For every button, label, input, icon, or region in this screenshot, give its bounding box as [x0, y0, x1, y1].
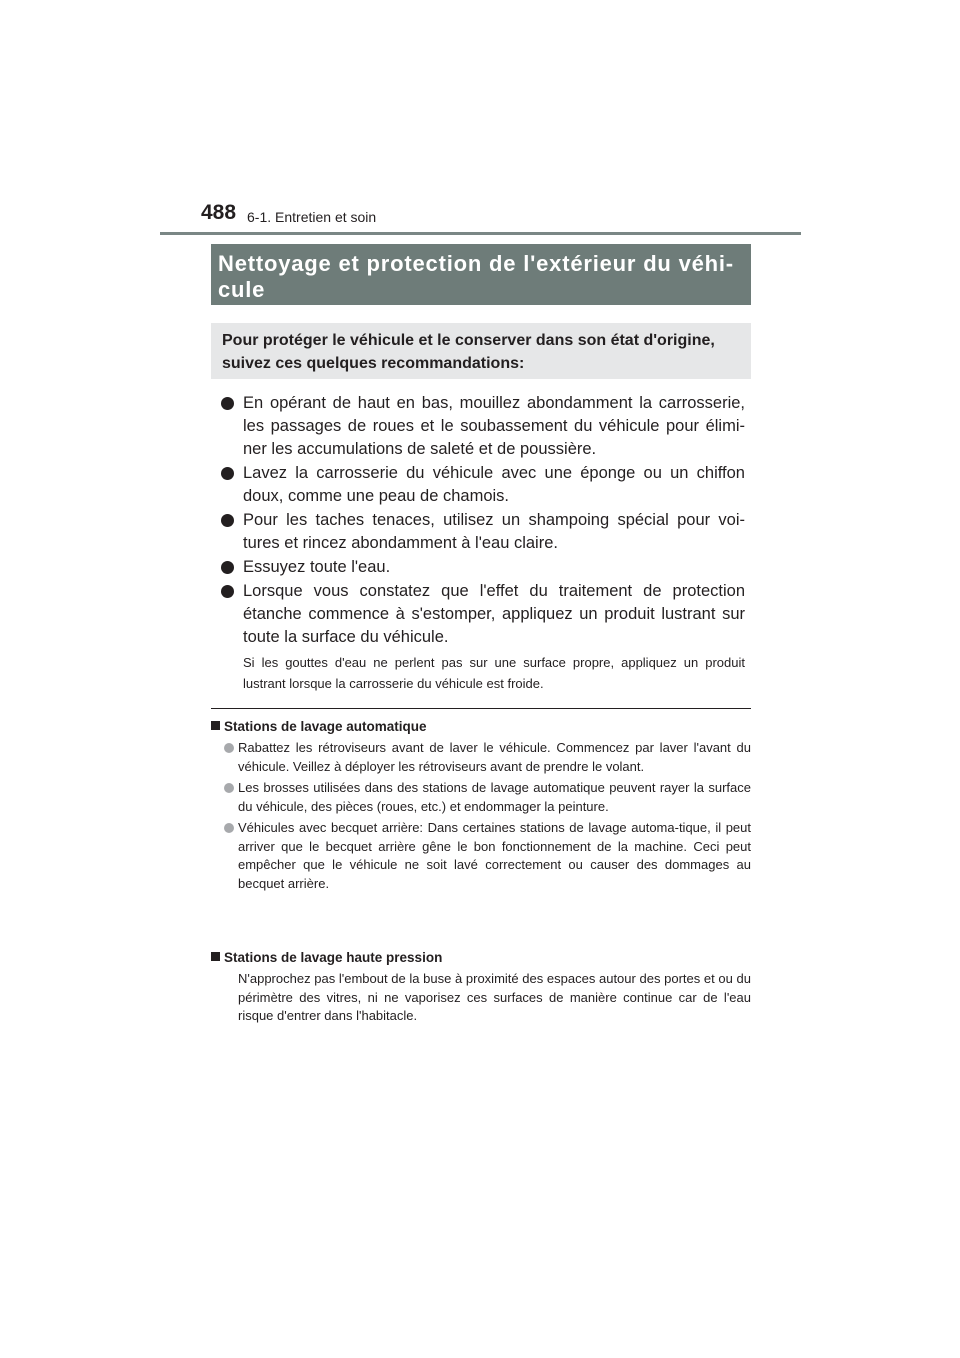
intro-text: Pour protéger le véhicule et le conserver dans son état d'origine, suivez ces quelques recommandations: [222, 332, 715, 372]
section-heading-text: Stations de lavage automatique [224, 719, 427, 734]
intro-box [211, 323, 751, 379]
high-pressure-section [211, 949, 751, 1026]
bullet-dot-icon [221, 585, 234, 598]
list-item-text: Lorsque vous constatez que l'effet du traitement de protection étanche commence à s'estomper, appliquez un produit lustrant sur toute la surface du véhicule. [243, 582, 745, 646]
list-item [221, 392, 745, 461]
list-item-text: En opérant de haut en bas, mouillez abondamment la carrosserie, les passages de roues et le soubassement du véhicule pour élimi-ner les accumulations de saleté et de poussière. [243, 394, 745, 458]
bullet-dot-icon [224, 743, 234, 753]
list-item-text: Rabattez les rétroviseurs avant de laver le véhicule. Commencez par laver l'avant du véhicule. Veillez à déployer les rétroviseurs avant de prendre le volant. [238, 740, 751, 774]
bullet-dot-icon [221, 514, 234, 527]
page-number: 488 [201, 201, 237, 224]
bullet-dot-icon [224, 783, 234, 793]
list-item [221, 509, 745, 555]
page-title: Nettoyage et protection de l'extérieur du véhi-cule [218, 251, 734, 302]
list-item [221, 556, 745, 579]
title-banner [211, 244, 751, 305]
list-item-text: Pour les taches tenaces, utilisez un shampoing spécial pour voi-tures et rincez abondamment à l'eau claire. [243, 511, 745, 552]
section-heading [211, 949, 751, 967]
list-item-text: Véhicules avec becquet arrière: Dans certaines stations de lavage automa-tique, il peut arriver que le becquet arrière gêne le bon fonctionnement de la machine. Ceci peut empêcher que le véhicule ne soit lavé correctement ou causer des dommages au becquet arrière. [238, 820, 751, 891]
list-item-text: Les brosses utilisées dans des stations de lavage automatique peuvent rayer la surface du véhicule, des pièces (roues, etc.) et endommager la peinture. [238, 780, 751, 814]
section-divider [211, 708, 751, 709]
section-heading-text: Stations de lavage haute pression [224, 950, 443, 965]
square-bullet-icon [211, 952, 220, 961]
list-item [211, 819, 751, 893]
waxing-note: Si les gouttes d'eau ne perlent pas sur une surface propre, appliquez un produit lustrant lorsque la carrosserie du véhicule est froide. [243, 655, 745, 691]
list-item [211, 779, 751, 816]
section-heading [211, 718, 751, 736]
list-item [221, 462, 745, 508]
high-pressure-text: N'approchez pas l'embout de la buse à proximité des espaces autour des portes et ou du périmètre des vitres, ni ne vaporisez ces surfaces de manière continue car de l'eau risque d'entrer dans l'habitacle. [238, 971, 751, 1023]
header-rule [160, 232, 801, 235]
bullet-dot-icon [224, 823, 234, 833]
bullet-list [221, 392, 745, 650]
page-header [201, 201, 801, 235]
list-item [221, 580, 745, 649]
list-item [211, 739, 751, 776]
list-item-text: Essuyez toute l'eau. [243, 558, 391, 576]
section-label: 6-1. Entretien et soin [247, 209, 377, 225]
square-bullet-icon [211, 721, 220, 730]
list-item-text: Lavez la carrosserie du véhicule avec une éponge ou un chiffon doux, comme une peau de chamois. [243, 464, 745, 505]
bullet-dot-icon [221, 561, 234, 574]
bullet-dot-icon [221, 467, 234, 480]
automatic-wash-section [211, 718, 751, 893]
bullet-dot-icon [221, 397, 234, 410]
